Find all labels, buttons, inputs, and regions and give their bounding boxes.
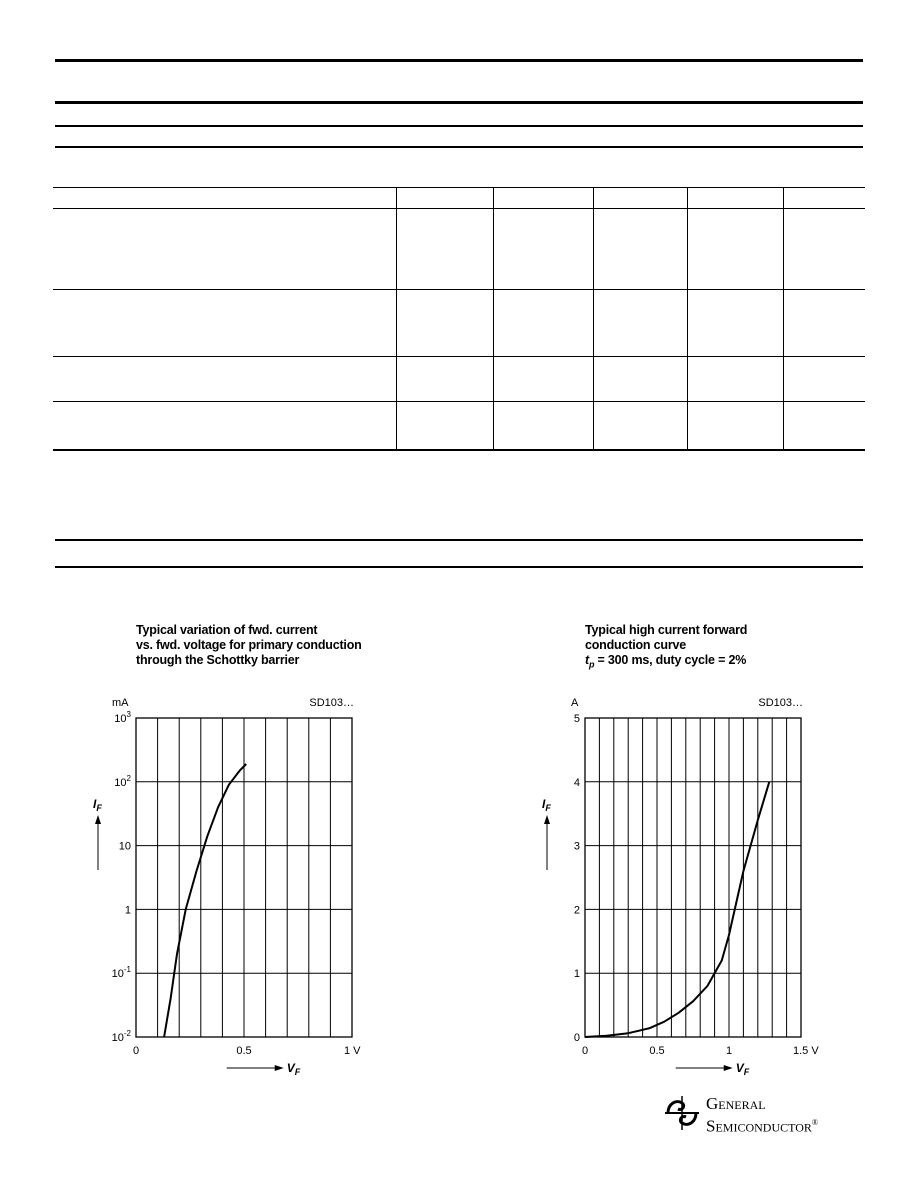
c1-series-curve [164, 764, 246, 1037]
c1-y-tick-label: 1 [124, 904, 131, 917]
c1-x-tick-label: 0.5 [236, 1045, 252, 1057]
logo-text [706, 1094, 818, 1136]
c2-y-tick-label: 0 [573, 1032, 580, 1044]
tp-subscript: p [588, 659, 595, 670]
c2-y-tick-label: 3 [573, 840, 580, 853]
c1-x-axis-label: $V_F$ [286, 1061, 301, 1077]
chart2-caption-line: Typical high current forward [585, 623, 748, 637]
c2-x-tick-label: 1 [725, 1045, 733, 1057]
c1-y-tick-label: $10^{-1}$ [111, 965, 131, 981]
logo-line-general: General [706, 1094, 766, 1113]
chart1-caption-line: Typical variation of fwd. current [136, 623, 318, 637]
registered-mark: ® [811, 1118, 818, 1127]
c1-y-tick-label: 10 [118, 840, 131, 853]
general-semiconductor-logo [662, 1093, 872, 1136]
chart2-caption-line: conduction curve [585, 638, 686, 652]
c1-y-tick-label: $10^3$ [114, 710, 131, 725]
chart1-caption-line: through the Schottky barrier [136, 653, 300, 667]
c2-plot-frame [585, 718, 801, 1037]
logo-line-semiconductor [706, 1113, 818, 1136]
tp-symbol: t [585, 653, 589, 667]
gs-logo-icon [662, 1093, 702, 1133]
c2-x-axis-arrowhead [724, 1065, 733, 1071]
c2-y-axis-label: $I_F$ [542, 797, 551, 813]
c2-x-tick-label: 0.5 [649, 1045, 665, 1057]
c1-y-tick-label: $10^2$ [114, 773, 131, 789]
c1-x-tick-label: 1 V [344, 1045, 361, 1057]
c1-x-axis-arrowhead [275, 1065, 284, 1071]
c2-y-axis-arrowhead [544, 815, 550, 824]
c1-x-tick-label: 0 [132, 1045, 140, 1057]
c1-y-unit-label: mA [112, 697, 129, 709]
c1-y-tick-label: $10^{-2}$ [111, 1029, 131, 1044]
pulse-conditions: = 300 ms, duty cycle = 2% [594, 653, 747, 667]
c2-part-number-label: SD103… [758, 697, 803, 709]
c2-y-tick-label: 2 [573, 904, 580, 917]
c1-y-axis-label: $I_F$ [93, 797, 102, 813]
c2-x-tick-label: 0 [581, 1045, 589, 1057]
c2-x-tick-label: 1.5 V [793, 1045, 819, 1057]
c2-y-unit-label: A [571, 697, 579, 709]
c2-x-axis-label: $V_F$ [735, 1061, 750, 1077]
c1-y-axis-arrowhead [95, 815, 101, 824]
c2-y-tick-label: 1 [573, 968, 580, 981]
chart1-caption-line: vs. fwd. voltage for primary conduction [136, 638, 362, 652]
c2-y-tick-label: 5 [573, 713, 580, 725]
logo-word: Semiconductor [706, 1116, 812, 1136]
c1-part-number-label: SD103… [309, 697, 354, 709]
c2-y-tick-label: 4 [573, 776, 580, 789]
